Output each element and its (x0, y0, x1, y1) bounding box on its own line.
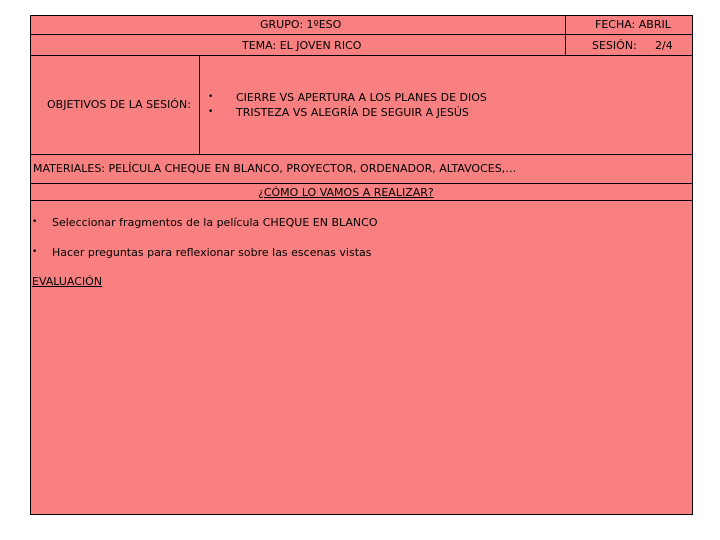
sesion-value: 2/4 (655, 39, 673, 52)
objetivo-bullet: • (208, 107, 214, 117)
fecha-text: FECHA: ABRIL (595, 18, 671, 31)
sesion-label: SESIÓN: (592, 39, 637, 52)
objetivo-bullet: • (208, 92, 214, 102)
materiales-text: MATERIALES: PELÍCULA CHEQUE EN BLANCO, PROYECTOR, ORDENADOR, ALTAVOCES,… (33, 162, 517, 175)
objetivos-label: OBJETIVOS DE LA SESIÓN: (47, 98, 191, 111)
step-bullet: • (32, 217, 38, 227)
step-item: Seleccionar fragmentos de la película CHEQUE EN BLANCO (52, 216, 378, 229)
objetivo-item: TRISTEZA VS ALEGRÍA DE SEGUIR A JESÚS (236, 106, 469, 119)
grupo-text: GRUPO: 1ºESO (260, 18, 342, 31)
evaluacion-heading: EVALUACIÓN (32, 275, 103, 288)
step-item: Hacer preguntas para reflexionar sobre las escenas vistas (52, 246, 372, 259)
step-bullet: • (32, 247, 38, 257)
tema-text: TEMA: EL JOVEN RICO (242, 39, 362, 52)
objetivo-item: CIERRE VS APERTURA A LOS PLANES DE DIOS (236, 91, 487, 104)
como-title: ¿CÓMO LO VAMOS A REALIZAR? (258, 186, 434, 199)
